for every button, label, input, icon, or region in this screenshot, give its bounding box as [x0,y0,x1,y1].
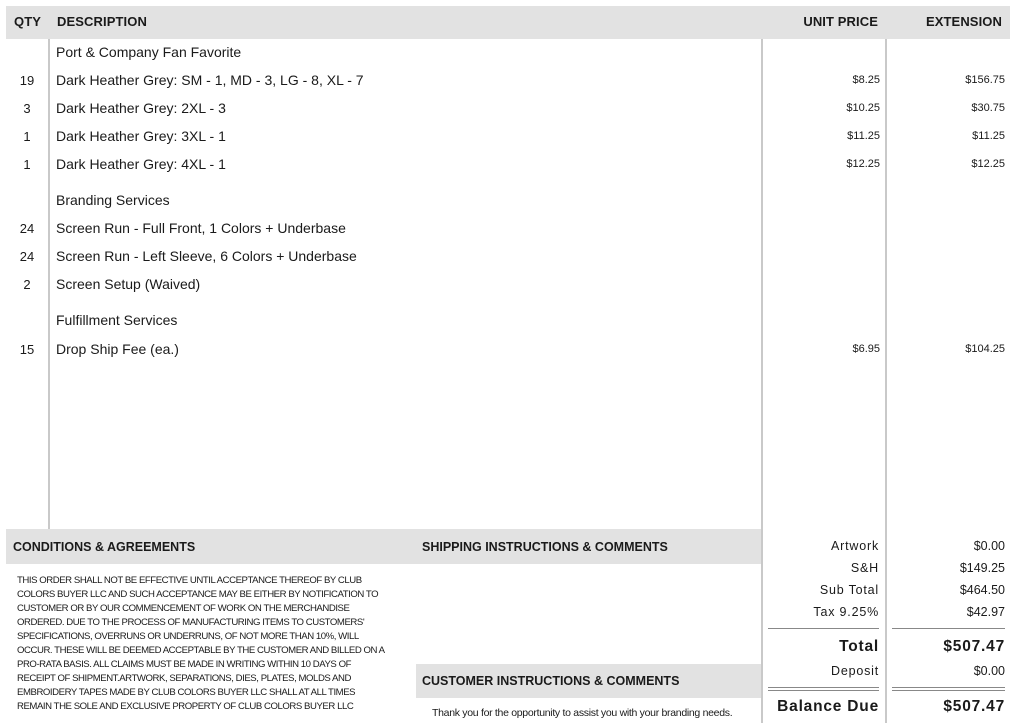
total-label: Total [839,638,879,655]
conditions-line: ORDERED. DUE TO THE PROCESS OF MANUFACTURING ITEMS TO CUSTOMERS' [17,617,365,628]
deposit-value: $0.00 [973,664,1005,678]
conditions-text [17,574,409,714]
subtotal-label: Sub Total [819,583,879,597]
conditions-line: OCCUR. THESE WILL BE DEEMED ACCEPTABLE BY THE CUSTOMER AND BILLED ON A [17,645,385,656]
section-heading-garment: Port & Company Fan Favorite [56,44,242,60]
section-heading-branding: Branding Services [56,192,170,208]
conditions-line: REMAIN THE SOLE AND EXCLUSIVE PROPERTY OF CLUB COLORS BUYER LLC [17,701,354,712]
line-qty: 2 [23,277,31,292]
conditions-line: PRO-RATA BASIS. ALL CLAIMS MUST BE MADE IN WRITING WITHIN 10 DAYS OF [17,659,352,670]
line-description: Dark Heather Grey: 3XL - 1 [56,128,226,144]
balance-due-value: $507.47 [943,698,1005,715]
line-description: Dark Heather Grey: 4XL - 1 [56,156,226,172]
deposit-label: Deposit [831,664,879,678]
tax-value: $42.97 [966,605,1005,619]
line-extension: $30.75 [971,102,1005,114]
conditions-line: COLORS BUYER LLC AND SUCH ACCEPTANCE MAY BE EITHER BY NOTIFICATION TO [17,589,379,600]
line-qty: 1 [23,157,31,172]
totals-divider-mid [885,529,887,723]
conditions-line: SPECIFICATIONS, OVERRUNS OR UNDERRUNS, OF NOT MORE THAN 10%, WILL [17,631,359,642]
qty-header: QTY [14,14,42,29]
balance-rule [768,687,879,688]
shipping-title: SHIPPING INSTRUCTIONS & COMMENTS [422,540,668,554]
balance-rule [892,687,1005,688]
line-unit-price: $6.95 [852,343,880,355]
column-divider-price [885,39,887,529]
conditions-line: RECEIPT OF SHIPMENT.ARTWORK, SEPARATIONS, DIES, PLATES, MOLDS AND [17,673,351,684]
subtotal-value: $464.50 [959,583,1005,597]
line-extension: $11.25 [972,130,1005,142]
line-qty: 1 [23,129,31,144]
sh-value: $149.25 [959,561,1005,575]
description-header: DESCRIPTION [57,14,147,29]
line-unit-price: $10.25 [846,102,880,114]
line-unit-price: $11.25 [847,130,880,142]
column-divider-qty [48,39,50,529]
artwork-label: Artwork [831,539,879,553]
line-description: Screen Setup (Waived) [56,276,201,292]
thank-you-note: Thank you for the opportunity to assist you with your branding needs. [432,707,733,719]
balance-due-label: Balance Due [777,698,879,715]
line-extension: $12.25 [971,158,1005,170]
line-description: Dark Heather Grey: 2XL - 3 [56,100,226,116]
line-qty: 24 [19,249,35,264]
line-description: Drop Ship Fee (ea.) [56,341,179,357]
total-value: $507.47 [943,638,1005,655]
unit-price-header: UNIT PRICE [803,14,878,29]
totals-rule [768,628,879,629]
totals-rule [892,628,1005,629]
line-unit-price: $8.25 [852,74,880,86]
sh-label: S&H [850,561,879,575]
balance-rule [768,690,879,691]
line-qty: 15 [19,342,35,357]
extension-header: EXTENSION [925,14,1002,29]
line-description: Screen Run - Full Front, 1 Colors + Underbase [56,220,346,236]
line-qty: 19 [19,73,35,88]
customer-instructions-title: CUSTOMER INSTRUCTIONS & COMMENTS [422,674,680,688]
line-description: Screen Run - Left Sleeve, 6 Colors + Underbase [56,248,357,264]
tax-label: Tax 9.25% [813,605,879,619]
column-divider-desc [761,39,763,529]
section-heading-fulfillment: Fulfillment Services [56,312,178,328]
line-unit-price: $12.25 [846,158,880,170]
conditions-line: EMBROIDERY TAPES MADE BY CLUB COLORS BUYER LLC SHALL AT ALL TIMES [17,687,356,698]
line-qty: 24 [19,221,35,236]
conditions-line: THIS ORDER SHALL NOT BE EFFECTIVE UNTIL ACCEPTANCE THEREOF BY CLUB [17,575,362,586]
line-extension: $104.25 [965,343,1005,355]
line-extension: $156.75 [965,74,1005,86]
artwork-value: $0.00 [973,539,1005,553]
balance-rule [892,690,1005,691]
line-qty: 3 [23,101,31,116]
conditions-line: CUSTOMER OR BY OUR COMMENCEMENT OF WORK ON THE MERCHANDISE [17,603,350,614]
conditions-title: CONDITIONS & AGREEMENTS [13,540,196,554]
totals-divider-left [761,529,763,723]
line-description: Dark Heather Grey: SM - 1, MD - 3, LG - 8, XL - 7 [56,72,364,88]
